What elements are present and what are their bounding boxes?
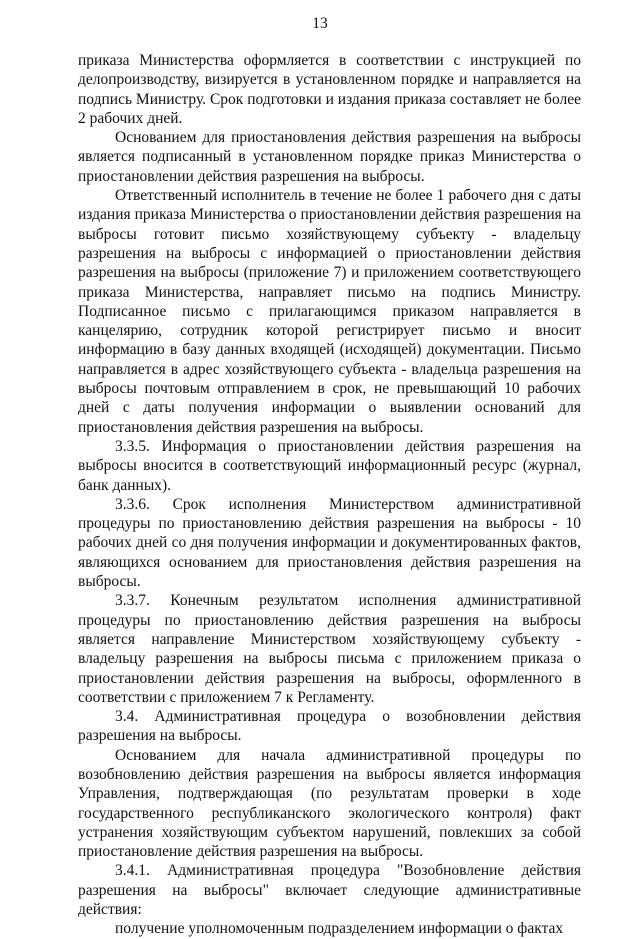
- paragraph-receipt-of-information: получение уполномоченным подразделением информации о фактах: [115, 920, 564, 938]
- paragraph-responsible-executor: Ответственный исполнитель в течение не более 1 рабочего дня с даты издания приказа Министерства о приостановлении действия разрешения на выбросы готовит письмо хозяйствующему субъекту - владельцу разрешения на выбросы с информацией о приостановлении действия разрешения на выбросы (приложение 7) и приложением соответствующего приказа Министерства, направляет письмо на подпись Министру. Подписанное письмо с прилагающимся приказом направляется в канцелярию, сотрудник которой регистрирует письмо и вносит информацию в базу данных входящей (исходящей) документации. Письмо направляется в адрес хозяйствующего субъекта - владельца разрешения на выбросы почтовым отправлением в срок, не превышающий 10 рабочих дней с даты получения информации о выявлении оснований для приостановления действия разрешения на выбросы.: [78, 187, 581, 436]
- paragraph-3-4-1: 3.4.1. Административная процедура "Возобновление действия разрешения на выбросы" включает следующие административные действия:: [78, 862, 581, 919]
- paragraph-3-4: 3.4. Административная процедура о возобновлении действия разрешения на выбросы.: [78, 708, 581, 745]
- paragraph-3-3-6: 3.3.6. Срок исполнения Министерством административной процедуры по приостановлению действия разрешения на выбросы - 10 рабочих дней со дня получения информации и документированных фактов, являющихся основанием для приостановления действия разрешения на выбросы.: [78, 495, 581, 591]
- paragraph-renewal-basis: Основанием для начала административной процедуры по возобновлению действия разрешения на выбросы является информация Управления, подтверждающая (по результатам проверки в ходе государственного республиканского экологического контроля) факт устранения хозяйствующим субъектом нарушений, повлекших за собой приостановление действия разрешения на выбросы.: [78, 746, 581, 861]
- paragraph-order-processing: приказа Министерства оформляется в соответствии с инструкцией по делопроизводству, визируется в установленном порядке и направляется на подпись Министру. Срок подготовки и издания приказа составляет не более 2 рабочих дней.: [78, 52, 581, 127]
- document-body: [78, 51, 581, 939]
- paragraph-3-3-5: 3.3.5. Информация о приостановлении действия разрешения на выбросы вносится в соответствующий информационный ресурс (журнал, банк данных).: [78, 437, 581, 494]
- paragraph-3-3-7: 3.3.7. Конечным результатом исполнения административной процедуры по приостановлению действия разрешения на выбросы является направление Министерством хозяйствующему субъекту - владельцу разрешения на выбросы письма с приложением приказа о приостановлении действия разрешения на выбросы, оформленного в соответствии с приложением 7 к Регламенту.: [78, 592, 581, 706]
- page-number: 13: [312, 15, 328, 32]
- paragraph-suspension-basis: Основанием для приостановления действия разрешения на выбросы является подписанный в установленном порядке приказ Министерства о приостановлении действия разрешения на выбросы.: [78, 129, 581, 185]
